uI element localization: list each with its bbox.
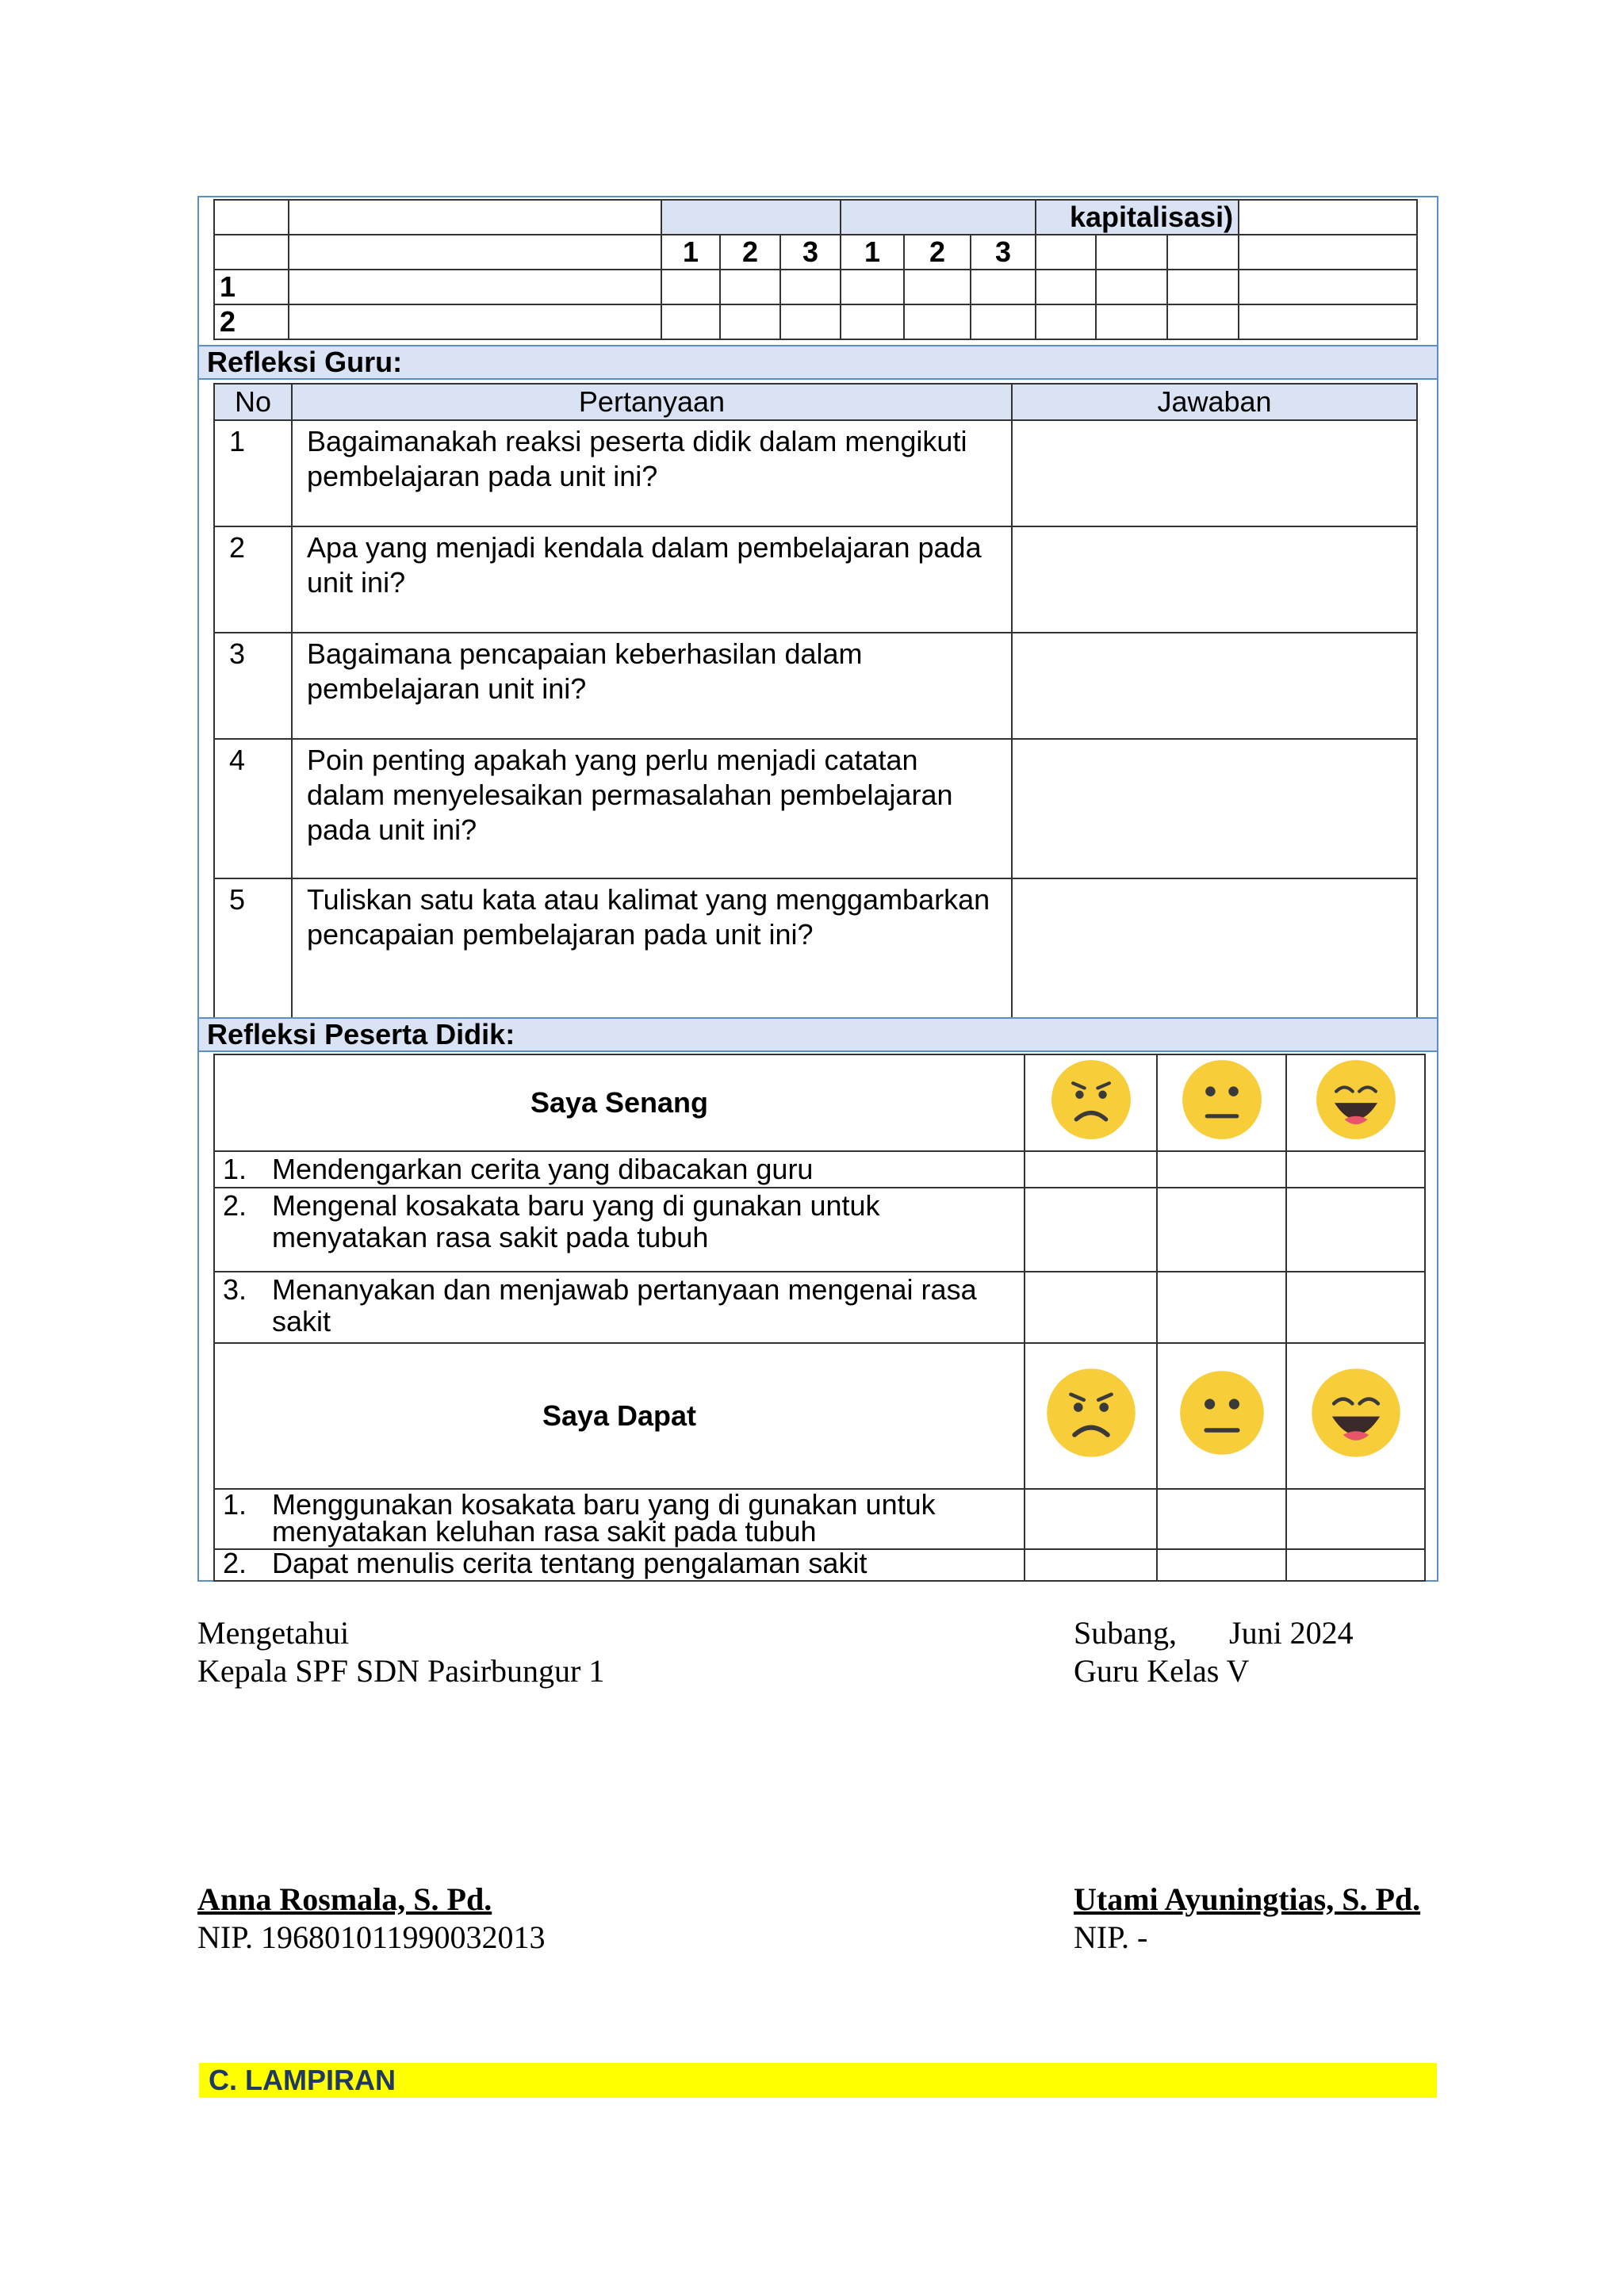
question-number: 2 bbox=[214, 526, 292, 633]
rating-cell[interactable] bbox=[1025, 1151, 1157, 1188]
happy-face-icon bbox=[1286, 1054, 1425, 1151]
list-item bbox=[214, 1151, 1425, 1188]
student-reflection-table bbox=[213, 1054, 1426, 1582]
teacher-reflection-table bbox=[213, 383, 1418, 1019]
sad-face-icon bbox=[1025, 1054, 1157, 1151]
section-title-refleksi-peserta-didik: Refleksi Peserta Didik: bbox=[199, 1017, 1437, 1052]
question-number: 1 bbox=[214, 420, 292, 526]
question-text: Bagaimana pencapaian keberhasilan dalam pembelajaran unit ini? bbox=[292, 633, 1012, 739]
answer-cell[interactable] bbox=[1012, 878, 1417, 1018]
answer-cell[interactable] bbox=[1012, 420, 1417, 526]
list-item bbox=[214, 1188, 1425, 1272]
principal-name: Anna Rosmala, S. Pd. bbox=[197, 1881, 492, 1917]
assessment-score-table bbox=[213, 199, 1418, 340]
rating-cell[interactable] bbox=[1286, 1272, 1425, 1343]
rating-cell[interactable] bbox=[1025, 1188, 1157, 1272]
row-number: 2 bbox=[214, 304, 289, 339]
heading-saya-senang: Saya Senang bbox=[214, 1054, 1025, 1151]
answer-cell[interactable] bbox=[1012, 526, 1417, 633]
happy-face-icon bbox=[1286, 1343, 1425, 1489]
rating-cell[interactable] bbox=[1025, 1549, 1157, 1581]
item-number: 2. bbox=[223, 1189, 247, 1222]
scale-value: 1 bbox=[661, 235, 720, 270]
table-row bbox=[214, 739, 1417, 878]
header-answer: Jawaban bbox=[1012, 384, 1417, 420]
item-text: Mendengarkan cerita yang dibacakan guru bbox=[272, 1153, 814, 1185]
signature-place: Subang, bbox=[1074, 1615, 1177, 1651]
scale-value: 2 bbox=[904, 235, 971, 270]
teacher-nip: NIP. - bbox=[1074, 1919, 1148, 1955]
signature-left-line1: Mengetahui bbox=[197, 1615, 350, 1651]
answer-cell[interactable] bbox=[1012, 739, 1417, 878]
rating-cell[interactable] bbox=[1025, 1489, 1157, 1549]
lampiran-label: C. LAMPIRAN bbox=[209, 2064, 396, 2096]
signature-left-line2: Kepala SPF SDN Pasirbungur 1 bbox=[197, 1653, 605, 1689]
item-text: Menanyakan dan menjawab pertanyaan mengenai rasa sakit bbox=[272, 1273, 977, 1337]
sad-face-icon bbox=[1025, 1343, 1157, 1489]
rating-cell[interactable] bbox=[1157, 1272, 1286, 1343]
signature-date: Juni 2024 bbox=[1229, 1615, 1354, 1651]
neutral-face-icon bbox=[1157, 1054, 1286, 1151]
rating-cell[interactable] bbox=[1286, 1549, 1425, 1581]
principal-nip: NIP. 196801011990032013 bbox=[197, 1919, 546, 1955]
rating-cell[interactable] bbox=[1286, 1489, 1425, 1549]
kapitalisasi-label: kapitalisasi) bbox=[1036, 200, 1239, 235]
table-row bbox=[214, 420, 1417, 526]
scale-value: 1 bbox=[841, 235, 904, 270]
item-text: Mengenal kosakata baru yang di gunakan untuk menyatakan rasa sakit pada tubuh bbox=[272, 1189, 880, 1253]
signature-right-line2: Guru Kelas V bbox=[1074, 1653, 1250, 1689]
list-item bbox=[214, 1489, 1425, 1549]
section-heading-lampiran bbox=[199, 2063, 1437, 2098]
teacher-name: Utami Ayuningtias, S. Pd. bbox=[1074, 1881, 1421, 1917]
list-item bbox=[214, 1272, 1425, 1343]
item-text: Dapat menulis cerita tentang pengalaman sakit bbox=[272, 1547, 868, 1579]
answer-cell[interactable] bbox=[1012, 633, 1417, 739]
item-number: 2. bbox=[223, 1547, 247, 1579]
rating-cell[interactable] bbox=[1157, 1489, 1286, 1549]
question-text: Poin penting apakah yang perlu menjadi catatan dalam menyelesaikan permasalahan pembelajaran pada unit ini? bbox=[292, 739, 1012, 878]
table-row bbox=[214, 633, 1417, 739]
scale-value: 3 bbox=[780, 235, 841, 270]
header-question: Pertanyaan bbox=[292, 384, 1012, 420]
neutral-face-icon bbox=[1157, 1343, 1286, 1489]
rating-cell[interactable] bbox=[1157, 1151, 1286, 1188]
table-row bbox=[214, 526, 1417, 633]
heading-saya-dapat: Saya Dapat bbox=[214, 1343, 1025, 1489]
question-number: 5 bbox=[214, 878, 292, 1018]
rating-cell[interactable] bbox=[1286, 1188, 1425, 1272]
question-number: 4 bbox=[214, 739, 292, 878]
item-number: 1. bbox=[223, 1488, 247, 1521]
rating-cell[interactable] bbox=[1025, 1272, 1157, 1343]
question-number: 3 bbox=[214, 633, 292, 739]
header-no: No bbox=[214, 384, 292, 420]
question-text: Bagaimanakah reaksi peserta didik dalam mengikuti pembelajaran pada unit ini? bbox=[292, 420, 1012, 526]
section-title-refleksi-guru: Refleksi Guru: bbox=[199, 345, 1437, 380]
list-item bbox=[214, 1549, 1425, 1581]
question-text: Tuliskan satu kata atau kalimat yang menggambarkan pencapaian pembelajaran pada unit ini? bbox=[292, 878, 1012, 1018]
rating-cell[interactable] bbox=[1157, 1188, 1286, 1272]
item-number: 3. bbox=[223, 1273, 247, 1306]
rating-cell[interactable] bbox=[1157, 1549, 1286, 1581]
row-number: 1 bbox=[214, 270, 289, 304]
question-text: Apa yang menjadi kendala dalam pembelajaran pada unit ini? bbox=[292, 526, 1012, 633]
scale-value: 3 bbox=[971, 235, 1036, 270]
table-row bbox=[214, 878, 1417, 1018]
scale-value: 2 bbox=[720, 235, 780, 270]
rating-cell[interactable] bbox=[1286, 1151, 1425, 1188]
item-text: Menggunakan kosakata baru yang di gunakan untuk menyatakan keluhan rasa sakit pada tubuh bbox=[272, 1488, 936, 1548]
item-number: 1. bbox=[223, 1153, 247, 1185]
